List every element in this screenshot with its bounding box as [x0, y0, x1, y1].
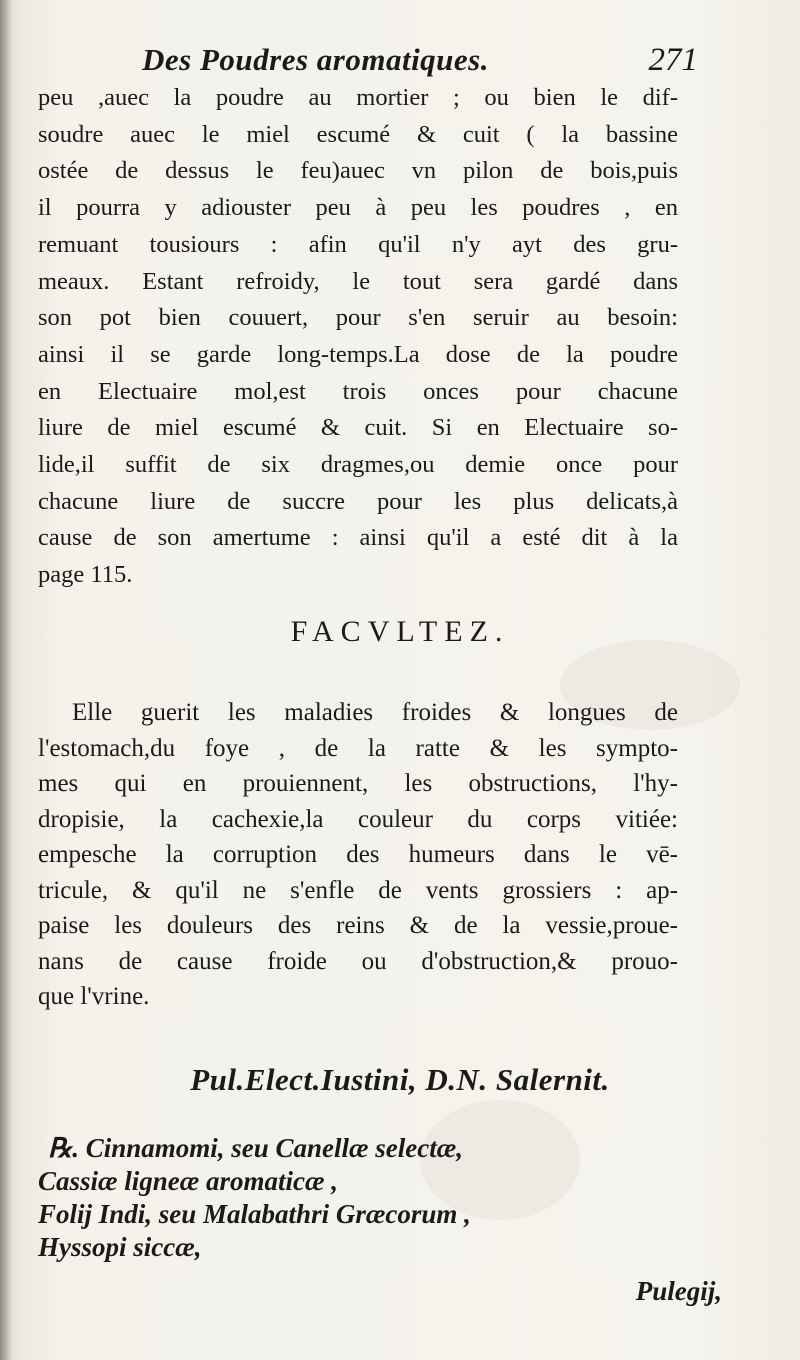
- text-line: empesche la corruption des humeurs dans le vē-: [38, 841, 678, 868]
- ingredient-line: Hyssopi siccæ,: [38, 1232, 202, 1262]
- text-line: tricule, & qu'il ne s'enfle de vents grossiers : ap-: [38, 876, 678, 904]
- text-line: meaux. Estant refroidy, le tout sera gardé dans: [38, 267, 678, 295]
- recipe-title: Pul.Elect.Iustini, D.N. Salernit.: [190, 1062, 610, 1097]
- ingredient-line: Cassiæ ligneæ aromaticæ ,: [38, 1166, 339, 1196]
- text-line: ainsi il se garde long-temps.La dose de la poudre: [38, 340, 678, 368]
- faculties-paragraph: [38, 695, 678, 1015]
- text-line: ostée de dessus le feu)auec vn pilon de bois,puis: [38, 157, 678, 185]
- text-line: cause de son amertume : ainsi qu'il a esté dit à la: [38, 524, 678, 552]
- text-line: paise les douleurs des reins & de la vessie,proue-: [38, 912, 678, 939]
- page-number: 271: [648, 42, 698, 78]
- text-line: il pourra y adiouster peu à peu les poudres , en: [38, 194, 678, 222]
- text-line: son pot bien couuert, pour s'en seruir au besoin:: [38, 304, 678, 332]
- running-title: Des Poudres aromatiques.: [142, 42, 489, 77]
- text-line: que l'vrine.: [38, 983, 150, 1010]
- text-line: en Electuaire mol,est trois onces pour chacune: [38, 377, 678, 405]
- text-line: mes qui en prouiennent, les obstructions, l'hy-: [38, 770, 678, 797]
- text-line: Elle guerit les maladies froides & longues de: [72, 699, 678, 726]
- ingredient-line: Folij Indi, seu Malabathri Græcorum ,: [38, 1199, 471, 1229]
- text-line: l'estomach,du foye , de la ratte & les sympto-: [38, 734, 678, 762]
- text-line: lide,il suffit de six dragmes,ou demie once pour: [38, 451, 678, 479]
- text-line: liure de miel escumé & cuit. Si en Electuaire so-: [38, 414, 678, 442]
- section-heading: FACVLTEZ.: [290, 615, 510, 648]
- catchword: Pulegij,: [635, 1276, 722, 1306]
- text-line: peu ,auec la poudre au mortier ; ou bien le dif-: [38, 84, 678, 111]
- body-paragraph: [38, 80, 678, 594]
- text-line: page 115.: [38, 561, 133, 589]
- recipe-ingredients: [38, 1132, 678, 1264]
- text-line: nans de cause froide ou d'obstruction,& prouo-: [38, 947, 678, 975]
- text-line: remuant tousiours : afin qu'il n'y ayt des gru-: [38, 230, 678, 258]
- text-line: dropisie, la cachexie,la couleur du corps vitiée:: [38, 805, 678, 833]
- text-line: chacune liure de succre pour les plus delicats,à: [38, 487, 678, 515]
- text-line: soudre auec le miel escumé & cuit ( la bassine: [38, 120, 678, 148]
- ingredient-line: ℞. Cinnamomi, seu Canellæ selectæ,: [48, 1133, 463, 1163]
- binding-gutter: [0, 0, 12, 1360]
